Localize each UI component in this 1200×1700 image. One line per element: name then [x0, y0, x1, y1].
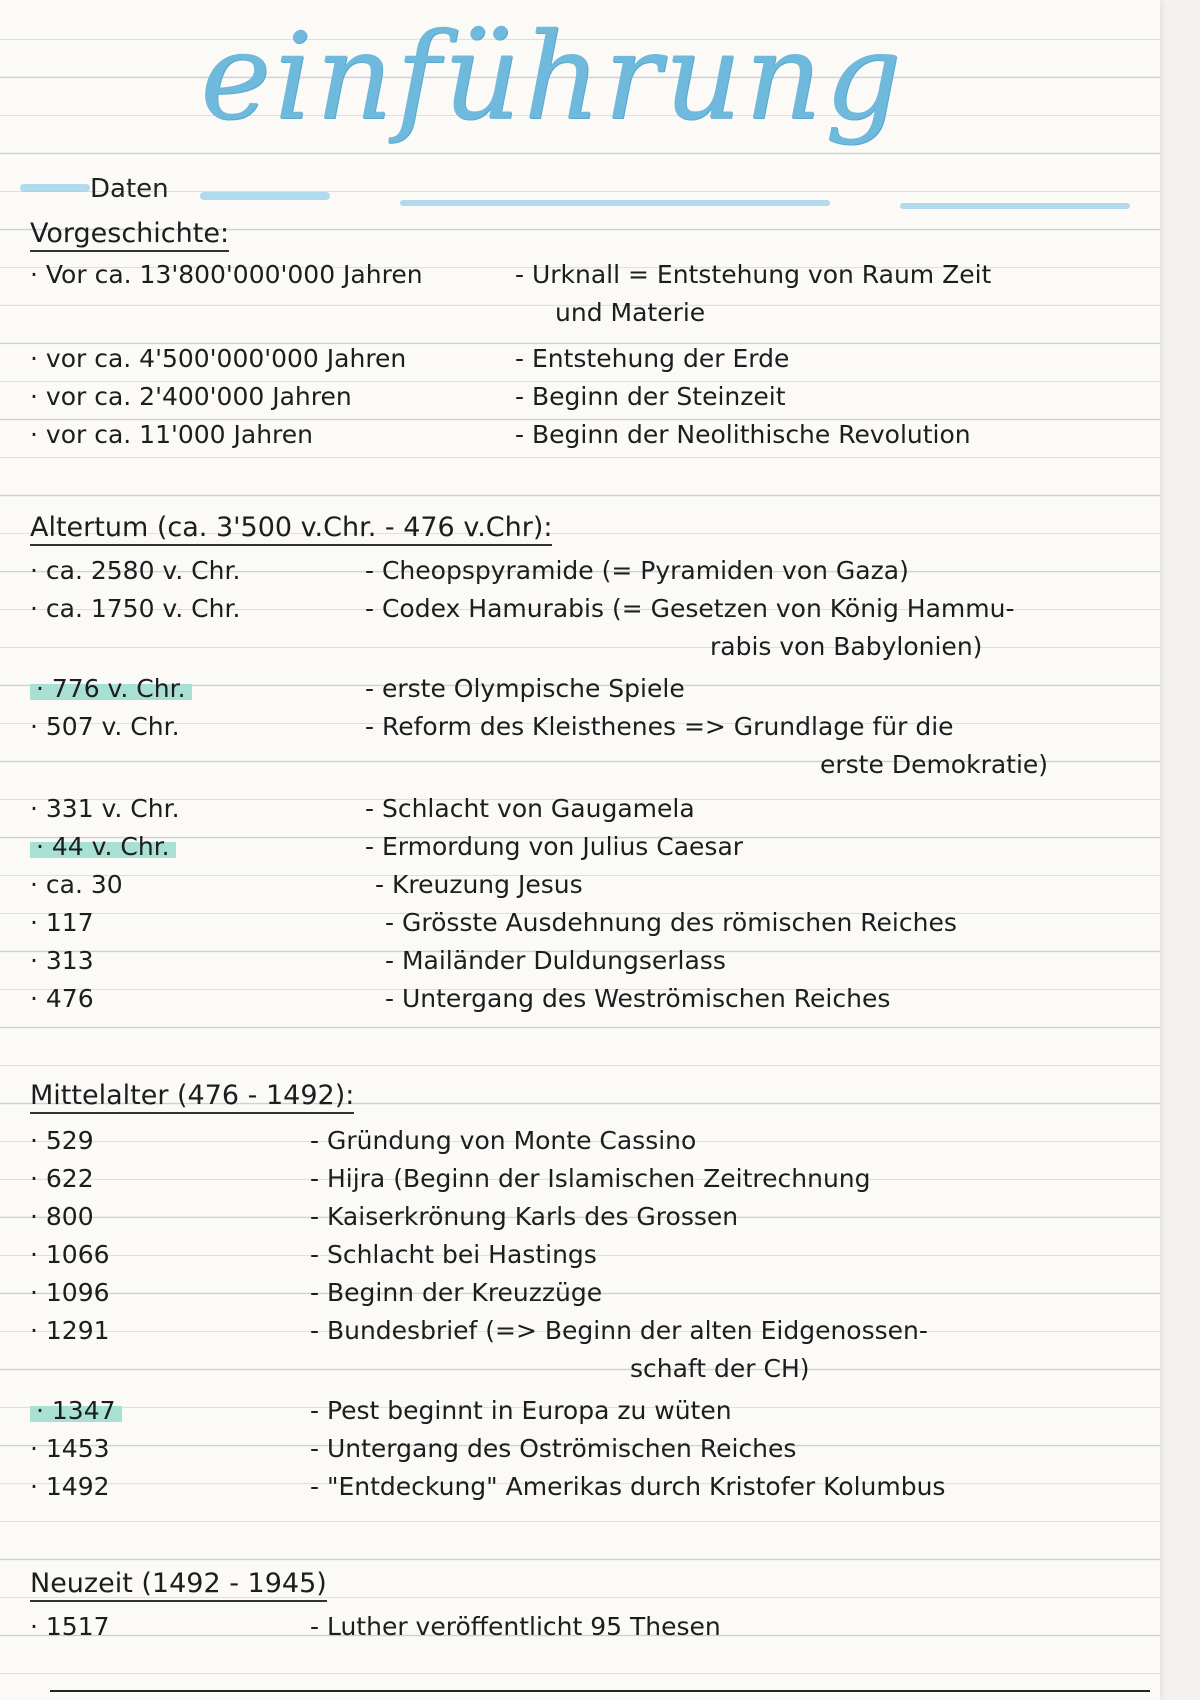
- entry-event: - Bundesbrief (=> Beginn der alten Eidgenossen-: [310, 1316, 928, 1345]
- entry-date: · vor ca. 4'500'000'000 Jahren: [30, 344, 407, 373]
- entry-continuation: und Materie: [555, 298, 706, 327]
- entry-date: · 1517: [30, 1612, 110, 1641]
- timeline-entry: [0, 1392, 1160, 1430]
- timeline-entry: [0, 1122, 1160, 1160]
- entry-event: - Untergang des Oströmischen Reiches: [310, 1434, 797, 1463]
- entry-date: · 1291: [30, 1316, 110, 1345]
- entry-event: - Schlacht bei Hastings: [310, 1240, 597, 1269]
- timeline-entry: [0, 1312, 1160, 1350]
- entry-event: - Cheopspyramide (= Pyramiden von Gaza): [365, 556, 909, 585]
- entry-date: · Vor ca. 13'800'000'000 Jahren: [30, 260, 423, 289]
- timeline-entry: [0, 670, 1160, 708]
- entry-event: - Pest beginnt in Europa zu wüten: [310, 1396, 732, 1425]
- timeline-entry: [0, 340, 1160, 378]
- entry-event: - "Entdeckung" Amerikas durch Kristofer Kolumbus: [310, 1472, 946, 1501]
- entry-event: - Schlacht von Gaugamela: [365, 794, 695, 823]
- entry-date: [30, 828, 176, 866]
- timeline-entry: [0, 1274, 1160, 1312]
- entry-continuation: schaft der CH): [630, 1354, 810, 1383]
- timeline-entry: [0, 904, 1160, 942]
- entry-date: · 1492: [30, 1472, 110, 1501]
- timeline-entry: [0, 708, 1160, 746]
- entry-event: - Grösste Ausdehnung des römischen Reiches: [385, 908, 957, 937]
- entry-event: - erste Olympische Spiele: [365, 674, 685, 703]
- entry-event: - Urknall = Entstehung von Raum Zeit: [515, 260, 992, 289]
- timeline-entry: [0, 1608, 1160, 1646]
- entry-date: · ca. 2580 v. Chr.: [30, 556, 241, 585]
- entry-event: - Ermordung von Julius Caesar: [365, 832, 744, 861]
- timeline-entry: [0, 828, 1160, 866]
- timeline-entry: [0, 1198, 1160, 1236]
- entry-date: [30, 670, 192, 708]
- entry-event: - Reform des Kleisthenes => Grundlage für die: [365, 712, 954, 741]
- timeline-entry: [0, 1236, 1160, 1274]
- entry-date: · 1453: [30, 1434, 110, 1463]
- entry-date: · 622: [30, 1164, 94, 1193]
- timeline-entry: [0, 590, 1160, 628]
- entry-date: · vor ca. 11'000 Jahren: [30, 420, 314, 449]
- entry-date: · 1096: [30, 1278, 110, 1307]
- entry-event: - Luther veröffentlicht 95 Thesen: [310, 1612, 721, 1641]
- timeline-entry: [0, 942, 1160, 980]
- entry-event: - Hijra (Beginn der Islamischen Zeitrechnung: [310, 1164, 871, 1193]
- date-highlight: · 1347: [30, 1396, 122, 1425]
- entry-event: - Beginn der Neolithische Revolution: [515, 420, 971, 449]
- daten-label: Daten: [90, 174, 169, 204]
- entry-date: · 331 v. Chr.: [30, 794, 180, 823]
- entry-event: - Entstehung der Erde: [515, 344, 790, 373]
- timeline-entry: [0, 416, 1160, 454]
- entry-date: · 117: [30, 908, 94, 937]
- entry-date: · 529: [30, 1126, 94, 1155]
- title-underline: [400, 200, 830, 206]
- section-heading-mittelalter: Mittelalter (476 - 1492):: [30, 1080, 354, 1114]
- date-highlight: · 44 v. Chr.: [30, 832, 176, 861]
- entry-date: · ca. 30: [30, 870, 123, 899]
- timeline-entry: [0, 1468, 1160, 1506]
- timeline-entry: [0, 1160, 1160, 1198]
- timeline-entry: [0, 378, 1160, 416]
- entry-continuation: erste Demokratie): [820, 750, 1049, 779]
- entry-event: - Kreuzung Jesus: [375, 870, 583, 899]
- entry-date: · 1066: [30, 1240, 110, 1269]
- entry-date: [30, 1392, 122, 1430]
- entry-date: · 476: [30, 984, 94, 1013]
- entry-event: - Beginn der Steinzeit: [515, 382, 786, 411]
- page-bottom-rule: [50, 1690, 1150, 1692]
- entry-date: · 800: [30, 1202, 94, 1231]
- entry-date: · 507 v. Chr.: [30, 712, 180, 741]
- daten-highlight-right: [200, 192, 330, 200]
- timeline-entry: [0, 256, 1160, 294]
- entry-event: - Beginn der Kreuzzüge: [310, 1278, 603, 1307]
- entry-event: - Mailänder Duldungserlass: [385, 946, 726, 975]
- entry-event: - Untergang des Weströmischen Reiches: [385, 984, 891, 1013]
- section-heading-altertum: Altertum (ca. 3'500 v.Chr. - 476 v.Chr):: [30, 512, 552, 546]
- entry-date: · 313: [30, 946, 94, 975]
- timeline-entry: [0, 980, 1160, 1018]
- page-title: einführung: [200, 8, 905, 147]
- entry-date: · vor ca. 2'400'000 Jahren: [30, 382, 352, 411]
- entry-event: - Codex Hamurabis (= Gesetzen von König Hammu-: [365, 594, 1015, 623]
- entry-continuation: rabis von Babylonien): [710, 632, 983, 661]
- entry-date: · ca. 1750 v. Chr.: [30, 594, 241, 623]
- daten-highlight-left: [20, 184, 90, 192]
- section-heading-vorgeschichte: Vorgeschichte:: [30, 218, 229, 252]
- title-underline-right: [900, 203, 1130, 209]
- entry-event: - Kaiserkrönung Karls des Grossen: [310, 1202, 739, 1231]
- timeline-entry: [0, 552, 1160, 590]
- timeline-entry: [0, 1430, 1160, 1468]
- timeline-entry: [0, 790, 1160, 828]
- timeline-entry: [0, 866, 1160, 904]
- section-heading-neuzeit: Neuzeit (1492 - 1945): [30, 1568, 327, 1602]
- date-highlight: · 776 v. Chr.: [30, 674, 192, 703]
- entry-event: - Gründung von Monte Cassino: [310, 1126, 697, 1155]
